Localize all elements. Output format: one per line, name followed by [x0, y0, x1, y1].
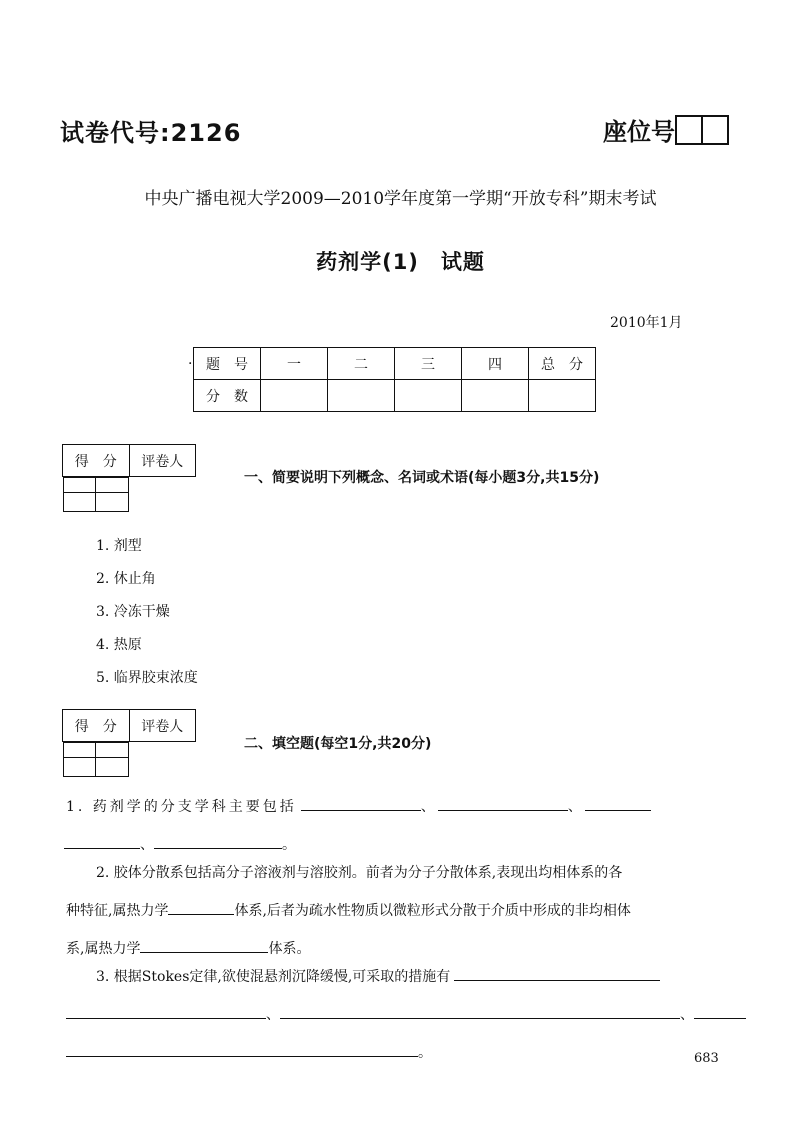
grader-name-label: 评卷人 [129, 710, 195, 742]
score-table-cell: 四 [462, 348, 529, 380]
grader-table-section1 [62, 444, 196, 497]
question-2-text-c: 体系,后者为疏水性物质以微粒形式分散于介质中形成的非均相体 [234, 903, 631, 919]
seat-box-2 [703, 115, 729, 145]
question-1: 1. 药剂学的分支学科主要包括 、 、 、 。 [66, 788, 734, 864]
question-2-text-e: 体系。 [268, 941, 311, 957]
score-table-cell: 三 [395, 348, 462, 380]
page-number: 683 [694, 1051, 719, 1066]
answer-blank[interactable] [66, 1041, 418, 1057]
question-2 [66, 854, 734, 968]
answer-blank[interactable] [66, 1003, 266, 1019]
list-item: 2. 休止角 [96, 571, 156, 587]
answer-blank[interactable] [438, 795, 568, 811]
question-1-text: 1. 药剂学的分支学科主要包括 [66, 799, 297, 815]
score-input-cell[interactable] [462, 380, 529, 412]
answer-blank[interactable] [154, 833, 282, 849]
list-item: 1. 剂型 [96, 538, 142, 554]
exam-date: 2010年1月 [610, 315, 683, 331]
score-table-cell: 总 分 [529, 348, 596, 380]
list-item: 5. 临界胶束浓度 [96, 670, 198, 686]
score-table-cell: 分 数 [194, 380, 261, 412]
answer-blank[interactable] [301, 795, 421, 811]
grader-name-cell[interactable] [96, 478, 129, 512]
score-input-cell[interactable] [261, 380, 328, 412]
answer-blank[interactable] [454, 965, 660, 981]
question-2-text-d: 系,属热力学 [66, 941, 141, 957]
exam-code: 试卷代号:2126 [60, 119, 242, 147]
grader-blank-row [63, 477, 130, 493]
grader-name-cell[interactable] [96, 743, 129, 777]
score-input-cell[interactable] [328, 380, 395, 412]
score-table-cell: 题 号 [194, 348, 261, 380]
subject-title: 药剂学(1) 试题 [316, 250, 485, 274]
grader-name-label: 评卷人 [129, 445, 195, 477]
score-table-score-row [194, 380, 596, 412]
grader-header-row [63, 710, 196, 742]
grader-header-row [63, 445, 196, 477]
grader-score-label: 得 分 [63, 710, 130, 742]
seat-label: 座位号 [603, 118, 675, 146]
section1-title: 一、简要说明下列概念、名词或术语(每小题3分,共15分) [244, 470, 600, 486]
seat-number [603, 112, 729, 147]
grader-blank-row [63, 742, 130, 758]
list-item: 3. 冷冻干燥 [96, 604, 170, 620]
university-title: 中央广播电视大学2009—2010学年度第一学期“开放专科”期末考试 [144, 189, 657, 209]
margin-dot: · [188, 356, 193, 372]
grader-score-cell[interactable] [63, 743, 96, 777]
grader-table-section2 [62, 709, 196, 762]
list-item: 4. 热原 [96, 637, 142, 653]
score-input-cell[interactable] [395, 380, 462, 412]
grader-score-label: 得 分 [63, 445, 130, 477]
score-table-cell: 一 [261, 348, 328, 380]
seat-box-1 [675, 115, 703, 145]
question-2-line1: 2. 胶体分散系包括高分子溶液剂与溶胶剂。前者为分子分散体系,表现出均相体系的各 [96, 865, 623, 881]
score-input-cell[interactable] [529, 380, 596, 412]
grader-score-cell[interactable] [63, 478, 96, 512]
question-3-text: 3. 根据Stokes定律,欲使混悬剂沉降缓慢,可采取的措施有 [96, 969, 451, 985]
score-table-cell: 二 [328, 348, 395, 380]
score-table [193, 347, 596, 412]
answer-blank[interactable] [694, 1003, 746, 1019]
section2-title: 二、填空题(每空1分,共20分) [244, 736, 432, 752]
answer-blank[interactable] [280, 1003, 680, 1019]
answer-blank[interactable] [168, 899, 234, 915]
question-3: 3. 根据Stokes定律,欲使混悬剂沉降缓慢,可采取的措施有 、 、 。 [66, 958, 734, 1072]
score-table-header-row [194, 348, 596, 380]
answer-blank[interactable] [140, 937, 268, 953]
answer-blank[interactable] [64, 833, 140, 849]
question-2-text-b: 种特征,属热力学 [66, 903, 169, 919]
answer-blank[interactable] [585, 795, 651, 811]
